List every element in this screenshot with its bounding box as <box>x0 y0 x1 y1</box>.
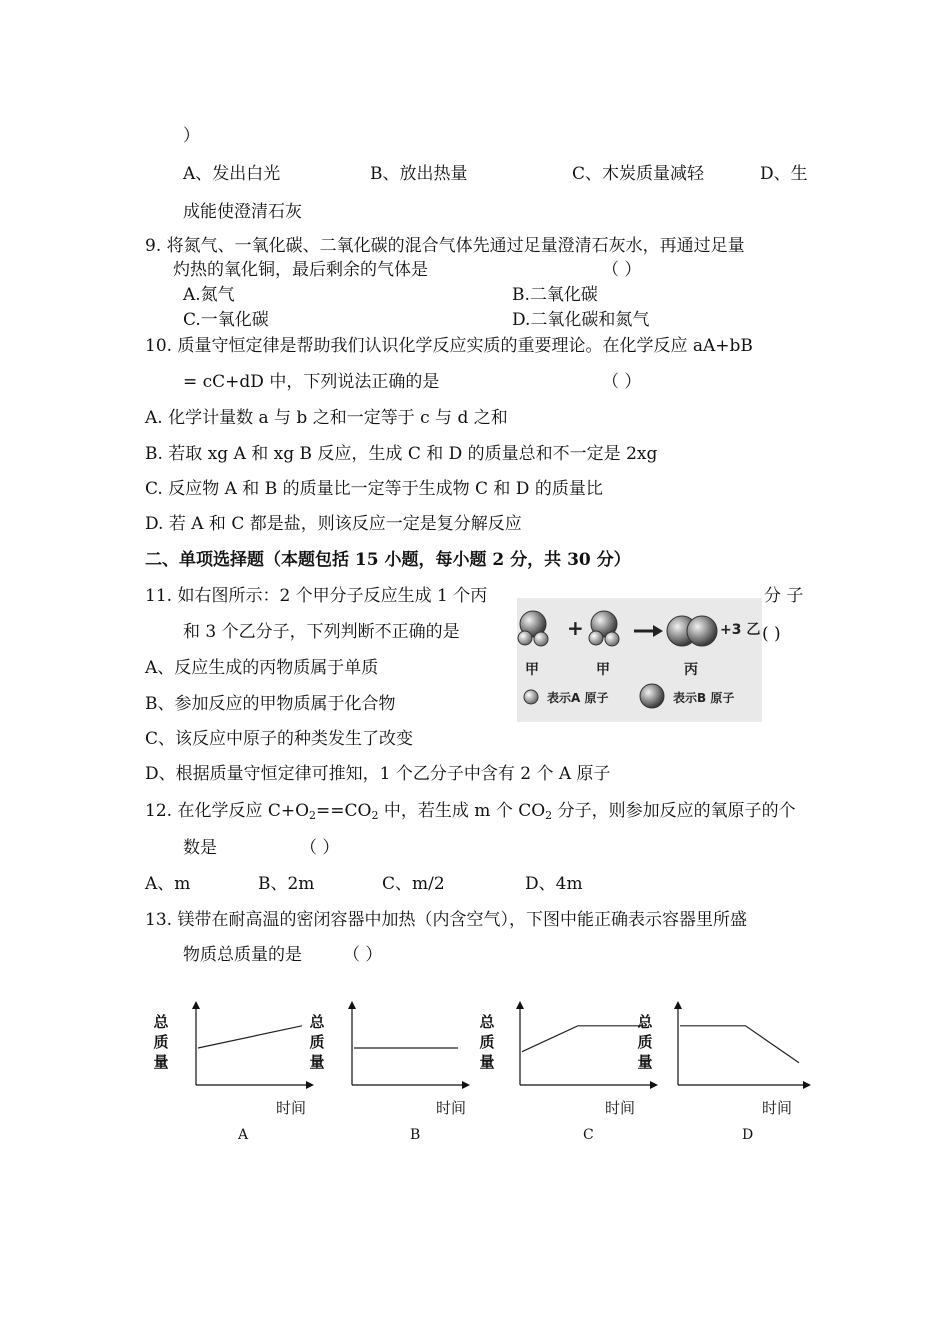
q9-answer-paren: （ ） <box>602 260 642 280</box>
molecule-bing <box>667 616 717 646</box>
q11-option-a: A、反应生成的丙物质属于单质 <box>145 658 379 678</box>
ylabel-char: 总 <box>637 1013 653 1031</box>
figure-label-jia-1: 甲 <box>525 662 539 678</box>
q12-text-b: ==CO <box>316 801 372 821</box>
ylabel-char: 量 <box>153 1053 169 1071</box>
q13-answer-paren: （ ） <box>343 945 383 965</box>
graph-a <box>186 995 316 1095</box>
q12-stem-line2: 数是 <box>183 838 217 858</box>
figure-legend-a: 表示A 原子 <box>547 691 609 705</box>
q11-stem-line1-end: 分 子 <box>764 586 804 606</box>
mass-line <box>522 1026 646 1052</box>
x-axis-arrow-icon <box>306 1081 314 1089</box>
graph-a-ylabel <box>152 1012 170 1072</box>
ylabel-char: 质 <box>637 1033 653 1051</box>
ylabel-char: 量 <box>637 1053 653 1071</box>
y-axis-arrow-icon <box>192 1001 200 1009</box>
molecule-jia-2 <box>589 611 619 646</box>
molecule-jia-1 <box>518 611 548 646</box>
q13-stem-line1: 13. 镁带在耐高温的密闭容器中加热（内含空气），下图中能正确表示容器里所盛 <box>145 910 747 930</box>
figure-plus-sign: + <box>567 616 584 640</box>
reaction-arrow-head <box>653 625 663 637</box>
graph-b-label: B <box>410 1127 421 1143</box>
q10-stem-line1: 10. 质量守恒定律是帮助我们认识化学反应实质的重要理论。在化学反应 aA+bB <box>145 336 753 356</box>
q12-text-c: 中，若生成 m 个 CO <box>378 801 546 821</box>
q12-option-c: C、m/2 <box>382 874 445 894</box>
q9-option-a: A.氮气 <box>183 285 235 305</box>
q8-option-b: B、放出热量 <box>370 164 468 184</box>
q12-option-b: B、2m <box>258 874 315 894</box>
mass-line <box>198 1026 302 1048</box>
graph-d <box>668 995 813 1095</box>
q12-text-d: 分子，则参加反应的氧原子的个 <box>552 801 796 821</box>
q12-sub-1: 2 <box>309 809 317 822</box>
ylabel-char: 总 <box>479 1013 495 1031</box>
q10-answer-paren: （ ） <box>602 372 642 392</box>
legend-atom-a-icon <box>524 690 538 704</box>
x-axis-arrow-icon <box>462 1081 470 1089</box>
figure-product-extra: +3 乙 <box>720 622 761 638</box>
q12-option-a: A、m <box>145 874 191 894</box>
q11-stem-line2: 和 3 个乙分子，下列判断不正确的是 <box>183 622 460 642</box>
q11-stem-line1: 11. 如右图所示：2 个甲分子反应生成 1 个丙 <box>145 586 488 606</box>
q8-option-d-cont: 成能使澄清石灰 <box>183 202 302 222</box>
graph-b-xlabel: 时间 <box>436 1099 467 1117</box>
q12-answer-paren: （ ） <box>300 838 340 858</box>
figure-label-jia-2: 甲 <box>596 662 610 678</box>
q10-option-d: D. 若 A 和 C 都是盐，则该反应一定是复分解反应 <box>145 514 522 534</box>
ylabel-char: 质 <box>309 1033 325 1051</box>
q13-stem-line2: 物质总质量的是 <box>183 945 302 965</box>
x-axis-arrow-icon <box>803 1081 811 1089</box>
graph-b <box>342 995 472 1095</box>
ylabel-char: 总 <box>153 1013 169 1031</box>
ylabel-char: 质 <box>479 1033 495 1051</box>
q10-stem-line2: = cC+dD 中，下列说法正确的是 <box>183 372 440 392</box>
q9-option-d: D.二氧化碳和氮气 <box>512 310 650 330</box>
figure-label-bing: 丙 <box>684 662 698 678</box>
mass-line <box>680 1026 799 1063</box>
ylabel-char: 量 <box>309 1053 325 1071</box>
graph-a-xlabel: 时间 <box>276 1099 307 1117</box>
q12-option-d: D、4m <box>525 874 583 894</box>
y-axis-arrow-icon <box>348 1001 356 1009</box>
legend-atom-b-icon <box>640 684 664 708</box>
q12-text-a: 12. 在化学反应 C+O <box>145 801 310 821</box>
q8-option-c: C、木炭质量减轻 <box>572 164 705 184</box>
q12-sub-3: 2 <box>545 809 553 822</box>
q8-option-a: A、发出白光 <box>183 164 281 184</box>
q9-option-b: B.二氧化碳 <box>512 285 598 305</box>
q10-option-a: A. 化学计量数 a 与 b 之和一定等于 c 与 d 之和 <box>145 408 508 428</box>
section-heading: 二、单项选择题（本题包括 15 小题，每小题 2 分，共 30 分） <box>145 550 631 570</box>
molecule-reaction-figure <box>517 598 762 722</box>
graph-d-xlabel: 时间 <box>762 1099 793 1117</box>
q10-option-c: C. 反应物 A 和 B 的质量比一定等于生成物 C 和 D 的质量比 <box>145 479 603 499</box>
graph-a-label: A <box>238 1127 249 1143</box>
q9-stem-line1: 9. 将氮气、一氧化碳、二氧化碳的混合气体先通过足量澄清石灰水，再通过足量 <box>145 236 745 256</box>
q9-option-c: C.一氧化碳 <box>183 310 269 330</box>
ylabel-char: 量 <box>479 1053 495 1071</box>
x-axis-arrow-icon <box>650 1081 658 1089</box>
graph-d-label: D <box>742 1127 754 1143</box>
q12-stem-line1 <box>145 801 796 821</box>
q11-option-c: C、该反应中原子的种类发生了改变 <box>145 729 414 749</box>
q11-option-b: B、参加反应的甲物质属于化合物 <box>145 694 396 714</box>
ylabel-char: 总 <box>309 1013 325 1031</box>
graph-c-ylabel <box>478 1012 496 1072</box>
q10-option-b: B. 若取 xg A 和 xg B 反应，生成 C 和 D 的质量总和不一定是 2xg <box>145 444 658 464</box>
ylabel-char: 质 <box>153 1033 169 1051</box>
graph-c-label: C <box>583 1127 594 1143</box>
y-axis-arrow-icon <box>674 1001 682 1009</box>
y-axis-arrow-icon <box>516 1001 524 1009</box>
q8-option-d: D、生 <box>760 164 808 184</box>
q11-answer-paren: ( ) <box>762 624 781 644</box>
q11-option-d: D、根据质量守恒定律可推知，1 个乙分子中含有 2 个 A 原子 <box>145 764 611 784</box>
q12-sub-2: 2 <box>371 809 379 822</box>
graph-d-ylabel <box>636 1012 654 1072</box>
graph-c-xlabel: 时间 <box>605 1099 636 1117</box>
graph-b-ylabel <box>308 1012 326 1072</box>
figure-legend-b: 表示B 原子 <box>673 691 735 705</box>
q8-paren-close: ） <box>183 126 200 146</box>
q9-stem-line2: 灼热的氧化铜，最后剩余的气体是 <box>173 260 428 280</box>
